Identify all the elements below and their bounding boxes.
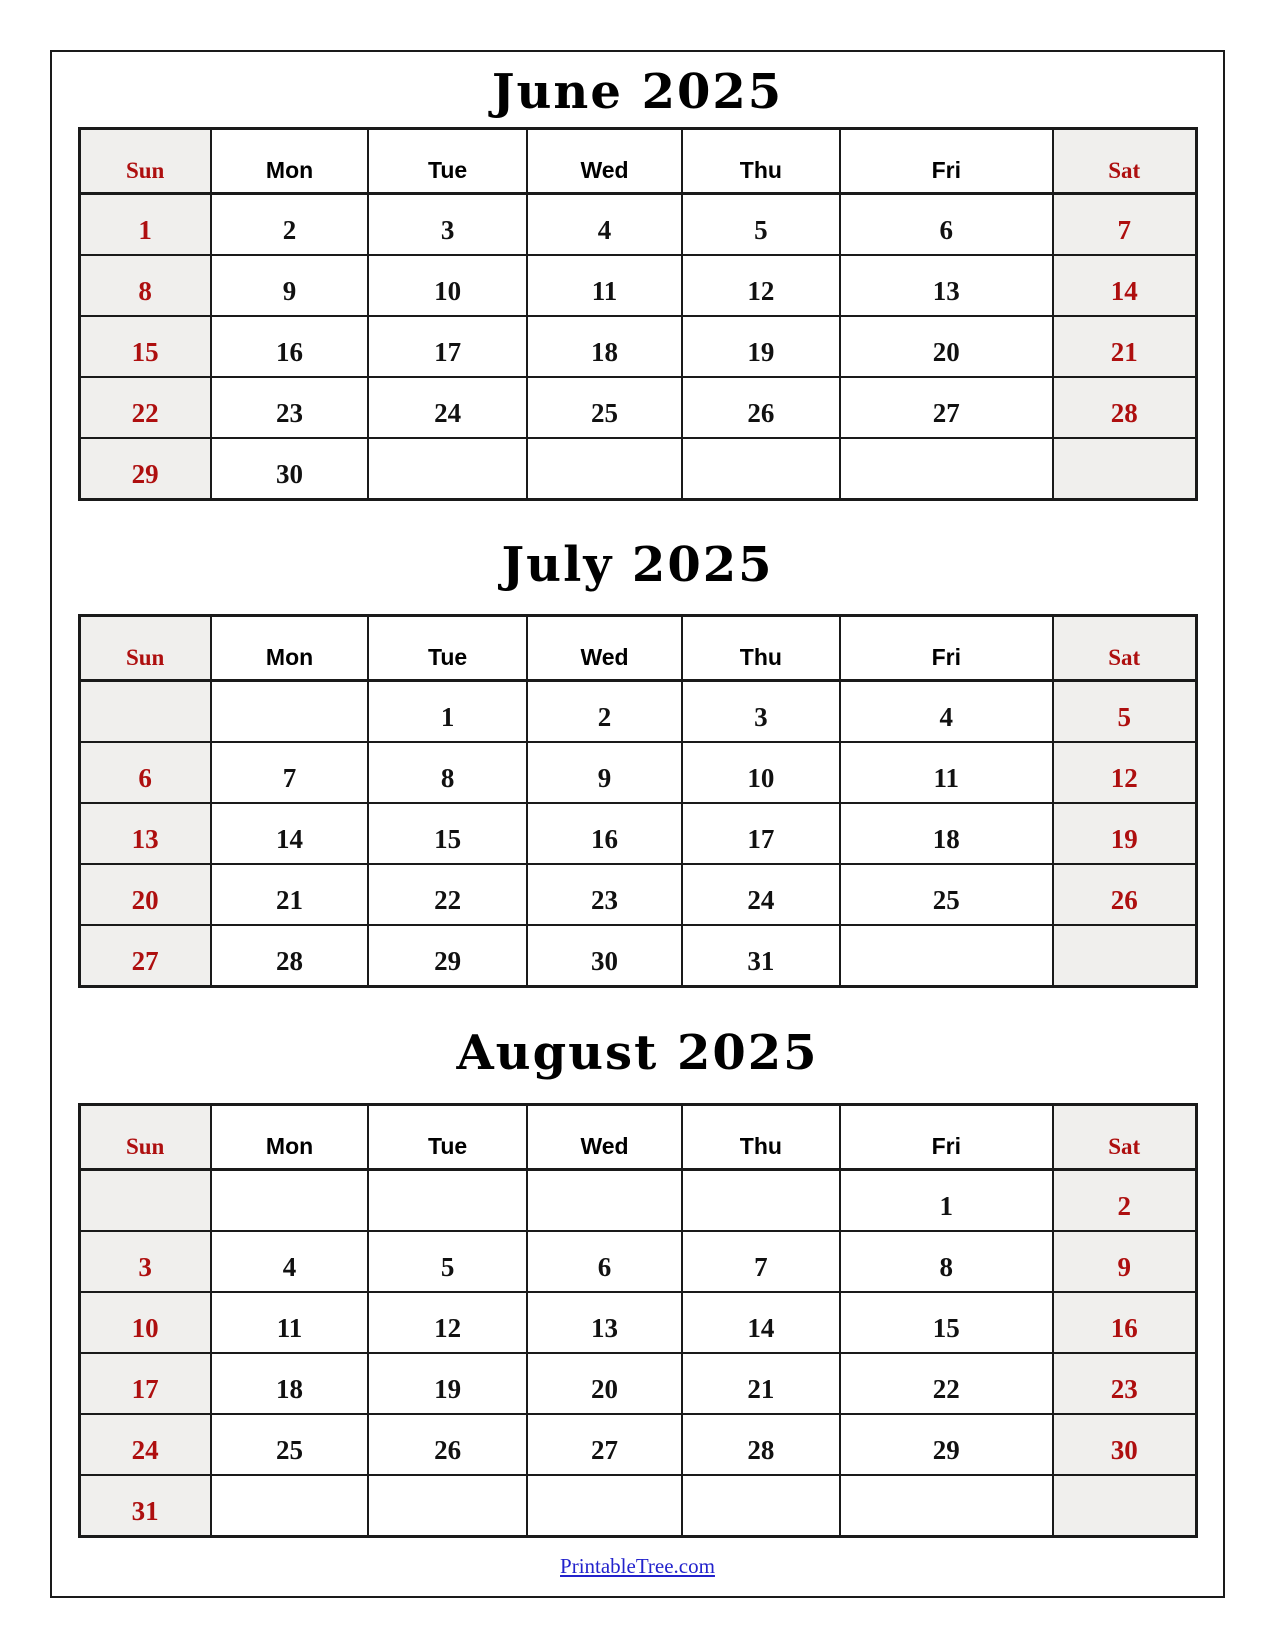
weekday-header-wed: Wed (527, 129, 682, 194)
day-cell: 12 (682, 255, 839, 316)
empty-day-cell (211, 1475, 368, 1537)
day-cell: 23 (1053, 1353, 1196, 1414)
week-row (79, 925, 1196, 987)
day-cell: 27 (79, 925, 211, 987)
day-cell: 29 (368, 925, 527, 987)
day-cell: 3 (368, 194, 527, 256)
weekday-header-fri: Fri (840, 129, 1053, 194)
empty-day-cell (79, 681, 211, 743)
day-cell: 7 (211, 742, 368, 803)
day-cell: 27 (527, 1414, 682, 1475)
month-title-june: June 2025 (491, 64, 784, 120)
week-row (79, 316, 1196, 377)
day-cell: 6 (79, 742, 211, 803)
weekday-header-tue: Tue (368, 616, 527, 681)
day-cell: 26 (682, 377, 839, 438)
weekday-header-mon: Mon (211, 1105, 368, 1170)
footer (52, 1554, 1223, 1579)
empty-day-cell (840, 925, 1053, 987)
day-cell: 20 (527, 1353, 682, 1414)
day-cell: 12 (1053, 742, 1196, 803)
day-cell: 7 (1053, 194, 1196, 256)
day-cell: 8 (79, 255, 211, 316)
day-cell: 21 (682, 1353, 839, 1414)
empty-day-cell (211, 681, 368, 743)
week-row (79, 864, 1196, 925)
day-cell: 8 (368, 742, 527, 803)
day-cell: 15 (368, 803, 527, 864)
weekday-header-thu: Thu (682, 616, 839, 681)
day-cell: 26 (368, 1414, 527, 1475)
day-cell: 28 (682, 1414, 839, 1475)
weekday-header-sat: Sat (1053, 129, 1196, 194)
day-cell: 24 (368, 377, 527, 438)
month-title-july: July 2025 (501, 537, 774, 593)
weekday-header-tue: Tue (368, 129, 527, 194)
weekday-header-thu: Thu (682, 1105, 839, 1170)
day-cell: 25 (211, 1414, 368, 1475)
day-cell: 4 (840, 681, 1053, 743)
day-cell: 3 (682, 681, 839, 743)
day-cell: 12 (368, 1292, 527, 1353)
day-cell: 22 (840, 1353, 1053, 1414)
day-cell: 2 (527, 681, 682, 743)
empty-day-cell (527, 438, 682, 500)
day-cell: 11 (211, 1292, 368, 1353)
day-cell: 11 (840, 742, 1053, 803)
day-cell: 30 (527, 925, 682, 987)
week-row (79, 1353, 1196, 1414)
day-cell: 9 (527, 742, 682, 803)
day-cell: 7 (682, 1231, 839, 1292)
day-cell: 25 (840, 864, 1053, 925)
day-cell: 19 (1053, 803, 1196, 864)
week-row (79, 1292, 1196, 1353)
empty-day-cell (682, 438, 839, 500)
day-cell: 5 (368, 1231, 527, 1292)
day-cell: 26 (1053, 864, 1196, 925)
calendar-table-june (78, 127, 1198, 501)
day-cell: 2 (211, 194, 368, 256)
weekday-header-tue: Tue (368, 1105, 527, 1170)
day-cell: 16 (1053, 1292, 1196, 1353)
empty-day-cell (368, 1170, 527, 1232)
day-cell: 15 (79, 316, 211, 377)
day-cell: 2 (1053, 1170, 1196, 1232)
day-cell: 28 (211, 925, 368, 987)
day-cell: 16 (211, 316, 368, 377)
week-row (79, 255, 1196, 316)
footer-link[interactable]: PrintableTree.com (560, 1554, 715, 1578)
day-cell: 8 (840, 1231, 1053, 1292)
weekday-header-sat: Sat (1053, 1105, 1196, 1170)
empty-day-cell (1053, 1475, 1196, 1537)
day-cell: 23 (211, 377, 368, 438)
weekday-header-sat: Sat (1053, 616, 1196, 681)
day-cell: 17 (79, 1353, 211, 1414)
day-cell: 19 (368, 1353, 527, 1414)
weekday-header-wed: Wed (527, 616, 682, 681)
day-cell: 18 (211, 1353, 368, 1414)
week-row (79, 377, 1196, 438)
day-cell: 31 (79, 1475, 211, 1537)
day-cell: 14 (211, 803, 368, 864)
week-row (79, 803, 1196, 864)
day-cell: 18 (527, 316, 682, 377)
day-cell: 22 (79, 377, 211, 438)
day-cell: 24 (682, 864, 839, 925)
day-cell: 16 (527, 803, 682, 864)
weekday-header-mon: Mon (211, 129, 368, 194)
month-title-august: August 2025 (456, 1025, 819, 1081)
week-row (79, 681, 1196, 743)
day-cell: 27 (840, 377, 1053, 438)
weekday-header-thu: Thu (682, 129, 839, 194)
empty-day-cell (368, 1475, 527, 1537)
page-border-frame (50, 50, 1225, 1598)
day-cell: 14 (682, 1292, 839, 1353)
calendar-table-july (78, 614, 1198, 988)
day-cell: 17 (368, 316, 527, 377)
day-cell: 6 (527, 1231, 682, 1292)
weekday-header-wed: Wed (527, 1105, 682, 1170)
weekday-header-mon: Mon (211, 616, 368, 681)
day-cell: 19 (682, 316, 839, 377)
day-cell: 29 (840, 1414, 1053, 1475)
day-cell: 31 (682, 925, 839, 987)
empty-day-cell (840, 1475, 1053, 1537)
empty-day-cell (527, 1170, 682, 1232)
day-cell: 1 (840, 1170, 1053, 1232)
day-cell: 21 (211, 864, 368, 925)
day-cell: 5 (1053, 681, 1196, 743)
empty-day-cell (211, 1170, 368, 1232)
day-cell: 13 (527, 1292, 682, 1353)
day-cell: 18 (840, 803, 1053, 864)
weekday-header-sun: Sun (79, 129, 211, 194)
day-cell: 3 (79, 1231, 211, 1292)
day-cell: 11 (527, 255, 682, 316)
week-row (79, 1170, 1196, 1232)
week-row (79, 438, 1196, 500)
day-cell: 10 (79, 1292, 211, 1353)
empty-day-cell (1053, 925, 1196, 987)
day-cell: 24 (79, 1414, 211, 1475)
weekday-header-sun: Sun (79, 616, 211, 681)
empty-day-cell (368, 438, 527, 500)
calendar-table-august (78, 1103, 1198, 1538)
day-cell: 20 (840, 316, 1053, 377)
day-cell: 14 (1053, 255, 1196, 316)
empty-day-cell (682, 1170, 839, 1232)
day-cell: 29 (79, 438, 211, 500)
day-cell: 9 (211, 255, 368, 316)
week-row (79, 1231, 1196, 1292)
day-cell: 17 (682, 803, 839, 864)
day-cell: 22 (368, 864, 527, 925)
empty-day-cell (840, 438, 1053, 500)
day-cell: 4 (527, 194, 682, 256)
weekday-header-row (79, 1105, 1196, 1170)
day-cell: 28 (1053, 377, 1196, 438)
day-cell: 10 (368, 255, 527, 316)
empty-day-cell (682, 1475, 839, 1537)
week-row (79, 194, 1196, 256)
week-row (79, 742, 1196, 803)
day-cell: 30 (1053, 1414, 1196, 1475)
empty-day-cell (527, 1475, 682, 1537)
weekday-header-fri: Fri (840, 1105, 1053, 1170)
week-row (79, 1475, 1196, 1537)
day-cell: 5 (682, 194, 839, 256)
week-row (79, 1414, 1196, 1475)
day-cell: 23 (527, 864, 682, 925)
day-cell: 20 (79, 864, 211, 925)
day-cell: 13 (840, 255, 1053, 316)
day-cell: 10 (682, 742, 839, 803)
day-cell: 21 (1053, 316, 1196, 377)
day-cell: 15 (840, 1292, 1053, 1353)
day-cell: 25 (527, 377, 682, 438)
day-cell: 30 (211, 438, 368, 500)
day-cell: 1 (368, 681, 527, 743)
day-cell: 6 (840, 194, 1053, 256)
day-cell: 13 (79, 803, 211, 864)
day-cell: 1 (79, 194, 211, 256)
weekday-header-row (79, 616, 1196, 681)
empty-day-cell (1053, 438, 1196, 500)
empty-day-cell (79, 1170, 211, 1232)
day-cell: 9 (1053, 1231, 1196, 1292)
weekday-header-row (79, 129, 1196, 194)
day-cell: 4 (211, 1231, 368, 1292)
weekday-header-fri: Fri (840, 616, 1053, 681)
weekday-header-sun: Sun (79, 1105, 211, 1170)
